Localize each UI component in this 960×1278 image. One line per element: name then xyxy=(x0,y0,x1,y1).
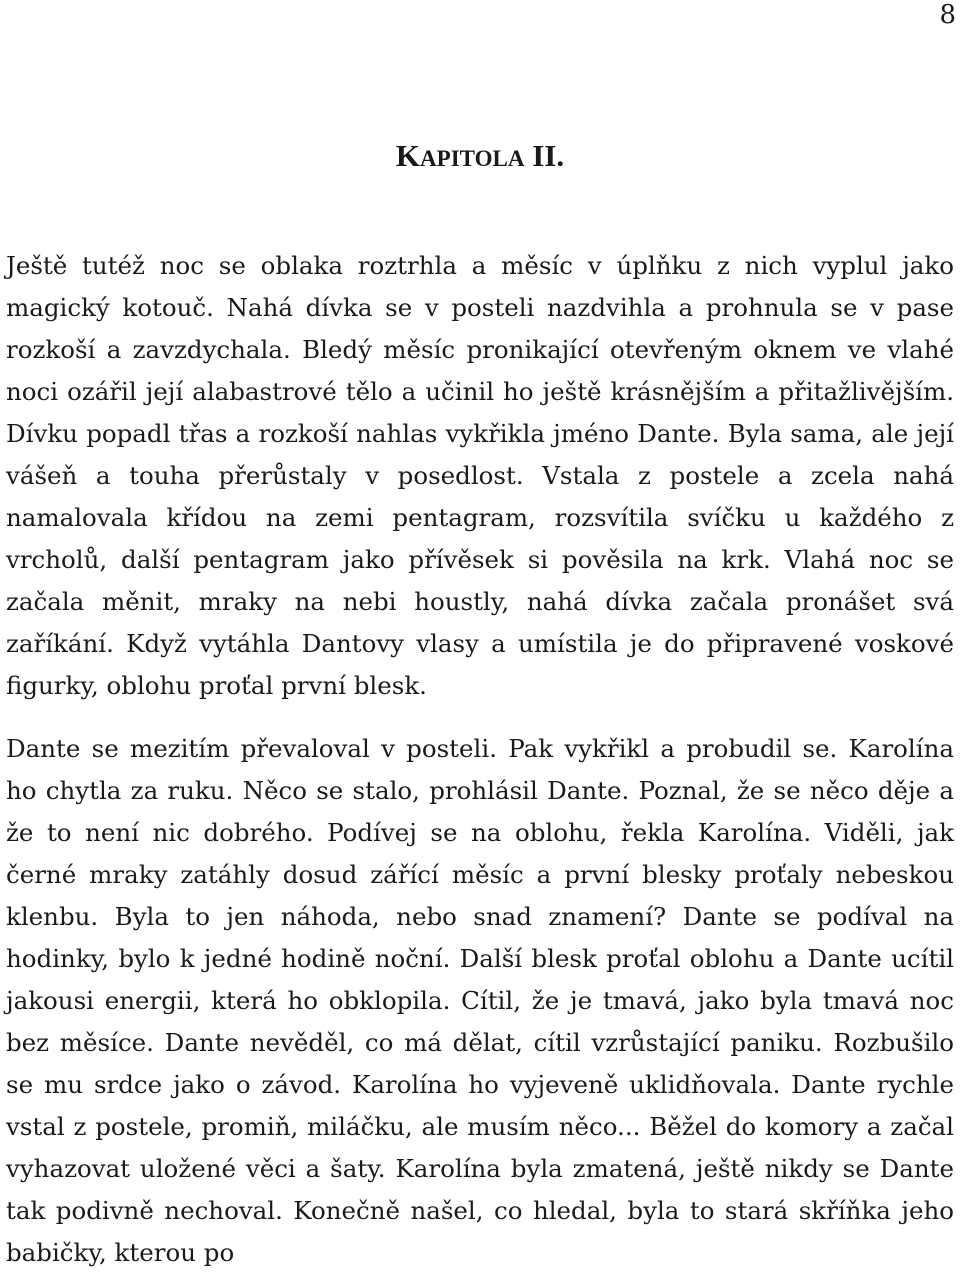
paragraph-2: Dante se mezitím převaloval v posteli. Pak vykřikl a probudil se. Karolína ho chytla za ruku. Něco se stalo, prohlásil Dante. Poznal, že se něco děje a že to není nic dobrého. Podívej se na oblohu, řekla Karolína. Viděli, jak černé mraky zatáhly dosud zářící měsíc a první blesky proťaly nebeskou klenbu. Byla to jen náhoda, nebo snad znamení? Dante se podíval na hodinky, bylo k jedné hodině noční. Další blesk proťal oblohu a Dante ucítil jakousi energii, která ho obklopila. Cítil, že je tmavá, jako byla tmavá noc bez měsíce. Dante nevěděl, co má dělat, cítil vzrůstající paniku. Rozbušilo se mu srdce jako o závod. Karolína ho vyjeveně uklidňovala. Dante rychle vstal z postele, promiň, miláčku, ale musím něco... Běžel do komory a začal vyhazovat uložené věci a šaty. Karolína byla zmatená, ještě nikdy se Dante tak podivně nechoval. Konečně našel, co hledal, byla to stará skříňka jeho babičky, kterou po xyxy=(6,734,954,1267)
chapter-title-small-caps: APITOLA xyxy=(420,146,525,171)
paragraph-1: Ještě tutéž noc se oblaka roztrhla a měsíc v úplňku z nich vyplul jako magický kotouč. Nahá dívka se v posteli nazdvihla a prohnula se v pase rozkoší a zavzdychala. Bledý měsíc pronikající otevřeným oknem ve vlahé noci ozářil její alabastrové tělo a učinil ho ještě krásnějším a přitažlivějším. Dívku popadl třas a rozkoší nahlas vykřikla jméno Dante. Byla sama, ale její vášeň a touha přerůstaly v posedlost. Vstala z postele a zcela nahá namalovala křídou na zemi pentagram, rozsvítila svíčku u každého z vrcholů, další pentagram jako přívěsek si pověsila na krk. Vlahá noc se začala měnit, mraky na nebi houstly, nahá dívka začala pronášet svá zaříkání. Když vytáhla Dantovy vlasy a umístila je do připravené voskové figurky, oblohu proťal první blesk. xyxy=(6,251,954,700)
chapter-title xyxy=(0,138,960,177)
chapter-title-initial: K xyxy=(395,138,421,173)
chapter-title-number: II. xyxy=(524,138,565,173)
page-number: 8 xyxy=(939,0,956,30)
